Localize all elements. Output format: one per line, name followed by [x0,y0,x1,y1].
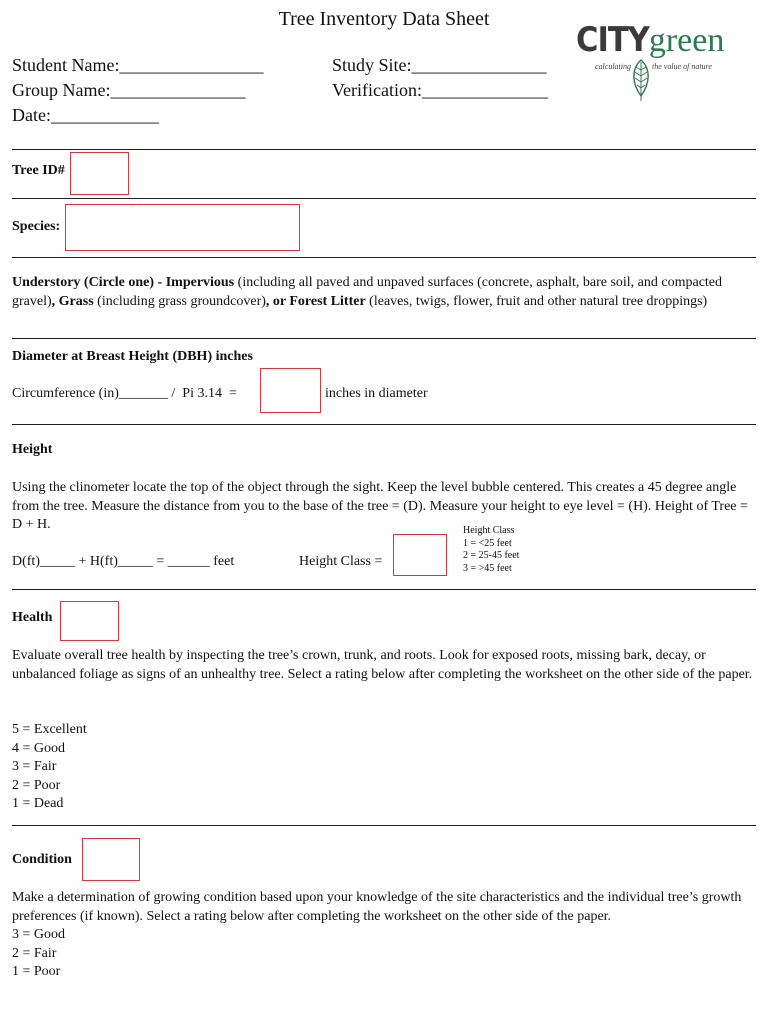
condition-ratings [12,926,65,982]
rating-item: 4 = Good [12,740,66,756]
height-class-label: Height Class = [299,554,383,569]
student-name-field[interactable]: Student Name:________________ [12,55,264,75]
tree-id-label: Tree ID# [12,163,65,178]
divider [12,198,756,199]
divider [12,424,756,425]
logo-tagline-right: the value of nature [652,62,712,71]
condition-instructions: Make a determination of growing condition based upon your knowledge of the site characteristics and the individual tree’s growth preferences (if known). Select a rating below after completing the worksheet on the other side of the paper. [12,890,742,924]
diameter-input[interactable] [260,368,321,413]
date-field[interactable]: Date:____________ [12,105,159,125]
health-input[interactable] [60,601,119,641]
legend-title: Height Class [463,525,515,536]
divider [12,825,756,826]
health-instructions: Evaluate overall tree health by inspecting the tree’s crown, trunk, and roots. Look for exposed roots, missing bark, decay, or unbalanced foliage as signs of an unhealthy tree. Select a rating below after completing the worksheet on the other side of the paper. [12,648,753,682]
legend-item: 2 = 25-45 feet [463,550,520,561]
logo-tagline-left: calculating [595,62,631,71]
rating-item: 1 = Dead [12,796,64,811]
group-name-field[interactable]: Group Name:_______________ [12,80,246,100]
forest-litter-option[interactable]: or Forest Litter [272,293,366,309]
rating-item: 3 = Fair [12,759,57,774]
height-instructions: Using the clinometer locate the top of the object through the sight. Keep the level bubble centered. This creates a 45 degree angle from the tree. Measure the distance from you to the base of the tree = (D). Measure your height to eye level = (H). Height of Tree = D + H. [12,480,748,532]
forest-litter-description: (leaves, twigs, flower, fruit and other natural tree droppings) [369,293,708,309]
divider [12,257,756,258]
diameter-unit: inches in diameter [325,386,428,401]
legend-item: 1 = <25 feet [463,537,512,549]
study-site-field[interactable]: Study Site:_______________ [332,55,547,75]
health-label: Health [12,610,53,625]
height-label: Height [12,442,53,457]
divider [12,338,756,339]
rating-item: 2 = Fair [12,945,57,961]
page-title: Tree Inventory Data Sheet [278,8,490,30]
grass-option[interactable]: Grass [58,293,94,309]
rating-item: 5 = Excellent [12,722,87,737]
height-formula: D(ft)_____ + H(ft)_____ = ______ feet [12,554,235,569]
condition-input[interactable] [82,838,140,881]
tree-id-input[interactable] [70,152,129,195]
citygreen-logo [576,20,746,105]
height-class-legend [463,525,519,575]
rating-item: 1 = Poor [12,964,61,979]
impervious-description: (including all paved and unpaved surfaces (concrete, asphalt, bare soil, and compacted gravel) [12,275,723,309]
species-label: Species: [12,219,61,234]
grass-description: (including grass groundcover) [97,293,266,309]
divider [12,589,756,590]
species-input[interactable] [65,204,300,251]
circumference-formula: Circumference (in)_______ / Pi 3.14 = [12,386,237,401]
rating-item: 2 = Poor [12,777,61,793]
legend-item: 3 = >45 feet [463,562,512,574]
logo-city-text: CITY [576,20,649,60]
impervious-option[interactable]: Impervious [165,275,235,290]
condition-label: Condition [12,852,72,867]
logo-green-text: green [648,22,725,59]
verification-field[interactable]: Verification:______________ [332,80,548,100]
understory-paragraph: Understory (Circle one) - Impervious (including all paved and unpaved surfaces (concrete, asphalt, bare soil, and compacted gravel), Grass (including grass groundcover), or Forest Litter (leaves, twigs, flower, fruit and other natural tree droppings) [12,275,723,309]
rating-item: 3 = Good [12,927,66,942]
dbh-label: Diameter at Breast Height (DBH) inches [12,349,253,364]
divider [12,149,756,150]
understory-label: Understory (Circle one) - [12,275,163,290]
leaf-icon [630,58,652,102]
health-ratings [12,721,87,814]
height-class-input[interactable] [393,534,447,576]
